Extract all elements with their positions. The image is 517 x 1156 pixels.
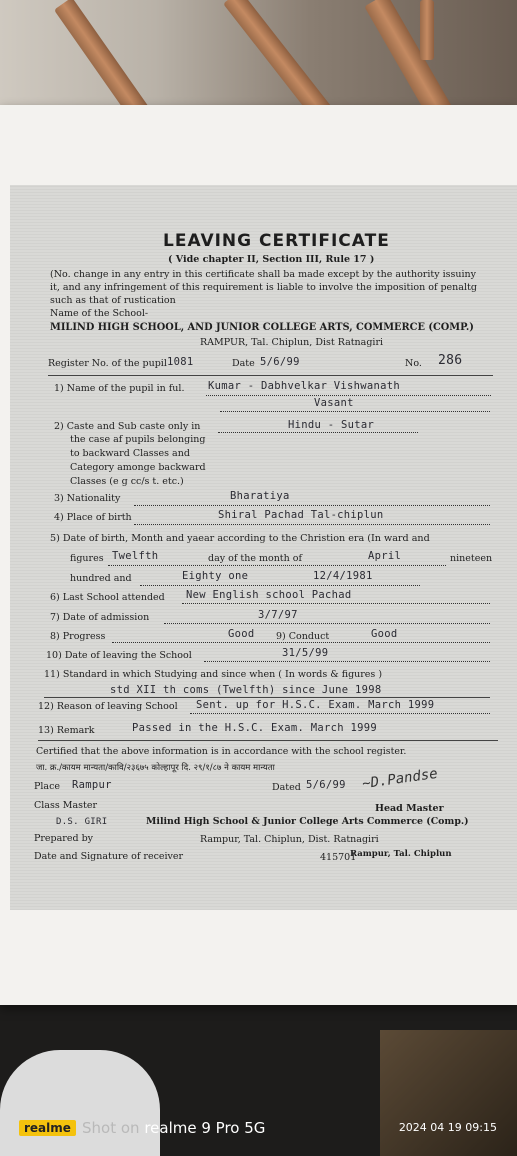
leaving-value: 31/5/99 <box>282 647 329 659</box>
class-master-label: Class Master <box>34 800 97 811</box>
place-label: Place <box>34 781 61 792</box>
last-school-label: 6) Last School attended <box>50 592 165 603</box>
place-value: Rampur <box>72 779 112 791</box>
notice-line: (No. change in any entry in this certificate shall ba made except by the authority issuiny <box>50 269 477 280</box>
register-no-value: 286 <box>438 353 463 368</box>
dob-nineteen: nineteen <box>450 553 493 564</box>
caste-label: 2) Caste and Sub caste only in <box>54 421 201 432</box>
dated-value: 5/6/99 <box>306 779 346 791</box>
notice-line: it, and any infringement of this requirement is liable to involve the imposition of penaltg <box>50 282 477 293</box>
wood-beam <box>54 0 158 120</box>
dob-label: 5) Date of birth, Month and yaear according to the Christion era (In ward and <box>50 533 430 544</box>
headmaster-signature: ~D.Pandse <box>361 765 439 793</box>
dob-hundred-and: hundred and <box>70 573 132 584</box>
register-date-value: 5/6/99 <box>260 356 300 368</box>
marathi-line: जा. क्र./कायम मान्यता/कावि/२३६७५ कोल्हापूर दि. २९/१/८७ ने कायम मान्यता <box>36 763 275 773</box>
dotted-line <box>182 603 490 604</box>
reason-label: 12) Reason of leaving School <box>38 701 178 712</box>
dob-month-value: April <box>368 550 402 562</box>
dotted-line <box>140 585 420 586</box>
conduct-label: 9) Conduct <box>276 631 330 642</box>
standard-value: std XII th coms (Twelfth) since June 1998 <box>110 684 382 696</box>
name-value: Kumar - Dabhvelkar Vishwanath <box>208 380 401 392</box>
register-date-label: Date <box>232 358 255 369</box>
stamp-pin: 415701 <box>320 852 357 863</box>
admission-value: 3/7/97 <box>258 609 298 621</box>
leaving-certificate <box>10 185 517 910</box>
prepared-by-label: Prepared by <box>34 833 94 844</box>
dotted-line <box>164 623 490 624</box>
name-value-2: Vasant <box>314 397 354 409</box>
caste-value: Hindu - Sutar <box>288 419 375 431</box>
wood-beam <box>420 0 434 60</box>
brand-badge: realme <box>19 1120 76 1136</box>
dotted-line <box>206 395 491 396</box>
certified-statement: Certified that the above information is in accordance with the school register. <box>36 746 407 757</box>
last-school-value: New English school Pachad <box>186 589 352 601</box>
dotted-line <box>108 565 446 566</box>
progress-label: 8) Progress <box>50 631 106 642</box>
nationality-label: 3) Nationality <box>54 493 121 504</box>
register-label: Register No. of the pupil <box>48 358 167 369</box>
rule-reference: ( Vide chapter II, Section III, Rule 17 ) <box>168 254 375 265</box>
dotted-line <box>218 432 418 433</box>
wood-beam <box>364 0 462 120</box>
notice-line: such as that of rustication <box>50 295 176 306</box>
progress-value: Good <box>228 628 255 640</box>
register-no-label: No. <box>405 358 422 369</box>
remark-value: Passed in the H.S.C. Exam. March 1999 <box>132 722 377 734</box>
background-top <box>0 0 517 120</box>
divider <box>48 375 493 376</box>
wood-beam <box>223 0 339 120</box>
certificate-title: LEAVING CERTIFICATE <box>163 231 390 251</box>
admission-label: 7) Date of admission <box>50 612 150 623</box>
class-master-name: D.S. GIRI <box>56 817 108 827</box>
caste-label: Category amonge backward <box>70 462 206 473</box>
standard-label: 11) Standard in which Studying and since when ( In words & figures ) <box>44 669 383 680</box>
nationality-value: Bharatiya <box>230 490 290 502</box>
stamp-address: Rampur, Tal. Chiplun, Dist. Ratnagiri <box>200 834 379 845</box>
timestamp: 2024 04 19 09:15 <box>398 1121 497 1134</box>
dob-year-value: Eighty one <box>182 570 249 582</box>
stamp-school: Milind High School & Junior College Arts Commerce (Comp.) <box>146 816 469 827</box>
stamp-extra: Rampur, Tal. Chiplun <box>350 849 452 859</box>
divider <box>44 697 490 698</box>
name-label: 1) Name of the pupil in ful. <box>54 383 185 394</box>
device-name: realme 9 Pro 5G <box>144 1119 266 1137</box>
birthplace-value: Shiral Pachad Tal-chiplun <box>218 509 384 521</box>
divider <box>38 740 498 741</box>
school-label: Name of the School- <box>50 308 149 319</box>
dotted-line <box>190 713 490 714</box>
receiver-label: Date and Signature of receiver <box>34 851 184 862</box>
dob-figures-label: figures <box>70 553 104 564</box>
dotted-line <box>134 524 490 525</box>
dotted-line <box>134 505 490 506</box>
dotted-line <box>204 661 490 662</box>
dotted-line <box>220 411 490 412</box>
school-address: RAMPUR, Tal. Chiplun, Dist Ratnagiri <box>200 337 384 348</box>
caste-label: Classes (e g cc/s t. etc.) <box>70 476 184 487</box>
conduct-value: Good <box>371 628 398 640</box>
dob-day-value: Twelfth <box>112 550 159 562</box>
camera-watermark <box>0 1118 517 1140</box>
headmaster-label: Head Master <box>375 803 444 814</box>
dob-numeric-value: 12/4/1981 <box>313 570 373 582</box>
leaving-label: 10) Date of leaving the School <box>46 650 192 661</box>
caste-label: the case af pupils belonging <box>70 434 206 445</box>
remark-label: 13) Remark <box>38 725 95 736</box>
reason-value: Sent. up for H.S.C. Exam. March 1999 <box>196 699 435 711</box>
shot-on-prefix: Shot on <box>82 1119 140 1137</box>
dob-day-of: day of the month of <box>208 553 303 564</box>
birthplace-label: 4) Place of birth <box>54 512 132 523</box>
dated-label: Dated <box>272 782 301 793</box>
register-value: 1081 <box>167 356 194 368</box>
dotted-line <box>112 642 490 643</box>
school-name: MILIND HIGH SCHOOL, AND JUNIOR COLLEGE ARTS, COMMERCE (COMP.) <box>50 322 474 333</box>
shot-on-text <box>82 1119 265 1137</box>
caste-label: to backward Classes and <box>70 448 190 459</box>
